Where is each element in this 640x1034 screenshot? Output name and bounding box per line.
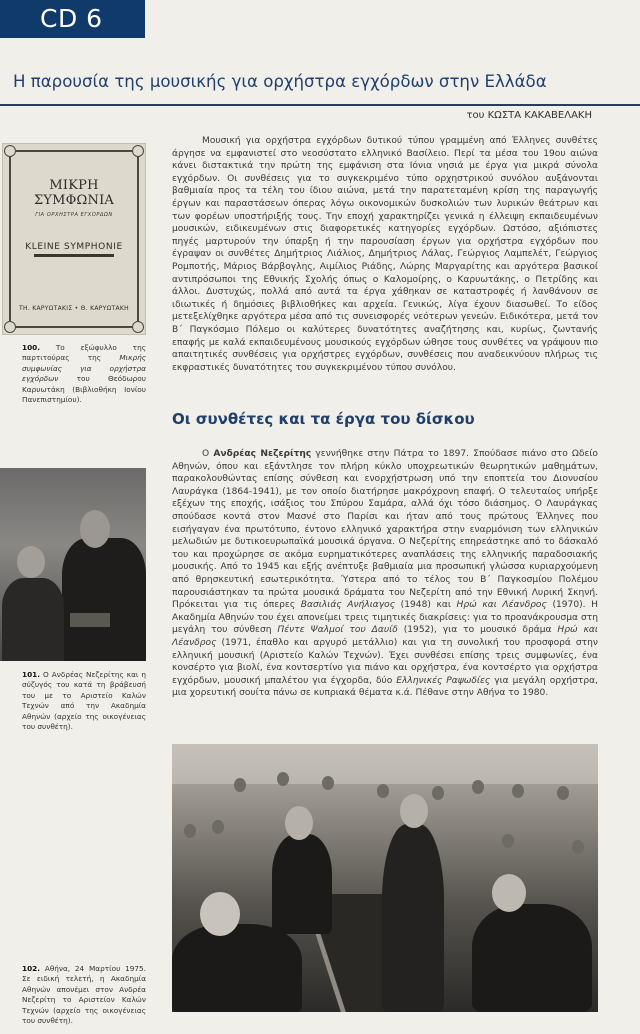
work-title: Ηρώ και Λέανδρος — [172, 625, 598, 648]
intro-paragraph: Μουσική για ορχήστρα εγχόρδων δυτικού τύπου γραμμένη από Έλληνες συνθέτες άργησε να εμφανιστεί στο νεοσύστατο ελληνικό Βασίλειο. Περί τα μέσα του 19ου αιώνα κάνει διστακτικά την πρώτη της εμφάνιση στα Ιόνια νησιά με έργα για μικρά σύνολα εγχόρδων. Οι συνθέσεις για το συγκεκριμένο τύπο ορχηστρικού συνόλου αυξάνονται βαθμιαία προς τα τέλη του ίδιου αιώνα, μετά την παρατεταμένη κρίση της παραγωγής έργων και παραστάσεων όπερας λόγω οικονομικών δυσκολιών των λυρικών θεάτρων και των φορέων υποστήριξής τους. Την εποχή χαρακτηρίζει γενικά η έλλειψη εκπαιδευμένων μουσικών, ειδικευμένων στις διαφορετικές κατηγορίες εγχόρδων. Ωστόσο, αξιόπιστες πηγές μαρτυρούν την ύπαρξη ή την παρουσίαση έργων για ορχήστρα εγχόρδων που έγραψαν οι συνθέτες Δημήτριος Λιάλιος, Δημήτριος Λάλας, Γεώργιος Λαμπελέτ, Γεώργιος Ρομποτής, Μάριος Βάρβογλης, Αιμίλιος Ριάδης, Λώρης Μαργαρίτης και αργότερα βασικοί αντιπρόσωποι της Εθνικής Σχολής όπως ο Καλομοίρης, ο Καρυωτάκης, ο Πετρίδης και άλλοι. Δυστυχώς, πολλά από αυτά τα έργα χάθηκαν σε καταστροφές ή λανθάνουν σε ιδιωτικές ή δημόσιες βιβλιοθήκες και αρχεία. Γενικώς, λίγα έχουν διασωθεί. Το είδος μετεξελίχθηκε αργότερα μέσα από τις συνεισφορές νεότερων γενεών. Ειδικότερα, μετά τον Β΄ Παγκόσμιο Πόλεμο οι καλύτερες δυνατότητες αναζήτησης και, κυρίως, ζωντανής επαφής με καλά εκπαιδευμένους μουσικούς εγχόρδων ώθησε τους συνθέτες να γράψουν πιο απαιτητικές συνθέσεις για ορχήστρες εγχόρδων, συνθέσεις που αναδεικνύουν πλήρως τις εκφραστικές δυνατότητες του συγκεκριμένου τύπου συνόλου. — [172, 136, 598, 373]
audience-member — [512, 784, 524, 798]
caption-text: Ο Ανδρέας Νεζερίτης και η σύζυγός του κατά τη βράβευσή του με το Αριστείο Καλών Τεχνών από την Ακαδημία Αθηνών (αρχείο της οικογένειας του συνθέτη). — [22, 670, 146, 732]
man-head — [80, 510, 110, 548]
audience-member — [472, 780, 484, 794]
bio-text: (1948) και — [395, 600, 457, 611]
composer-bio — [172, 448, 598, 700]
audience-member — [502, 834, 514, 848]
woman-head — [17, 546, 45, 578]
figure-caption-102 — [22, 964, 146, 1026]
audience-member — [322, 776, 334, 790]
cover-german-title: KLEINE SYMPHONIE — [25, 242, 123, 252]
audience-member — [377, 784, 389, 798]
figure-caption-101 — [22, 670, 146, 732]
bio-text: (1952), για το μουσικό δράμα — [397, 625, 558, 636]
bio-text: Ο — [202, 449, 214, 459]
audience-member — [184, 824, 196, 838]
audience-member — [212, 820, 224, 834]
composer-standing — [382, 824, 444, 1012]
corner-ornament-icon — [132, 145, 144, 157]
caption-text: του Θεόδωρου Καρυωτάκη (Βιβλιοθήκη Ιονίου Πανεπιστημίου). — [22, 374, 146, 405]
work-title: Βασιλιάς Ανήλιαγος — [300, 600, 396, 611]
audience-member — [234, 778, 246, 792]
figure-number: 100. — [22, 343, 41, 352]
caption-text: Αθήνα, 24 Μαρτίου 1975. Σε ειδική τελετή, η Ακαδημία Αθηνών απονέμει στον Ανδρέα Νεζερίτη το Αριστείον Καλών Τεχνών (αρχείο της οικογένειας του συνθέτη). — [22, 964, 146, 1026]
cover-ornament-bar — [34, 254, 114, 257]
corner-ornament-icon — [4, 321, 16, 333]
corner-ornament-icon — [132, 321, 144, 333]
score-cover-image — [2, 143, 146, 335]
composer-and-wife-photo — [0, 468, 146, 661]
intro-text — [172, 135, 598, 374]
work-title: Ελληνικές Ραψωδίες — [396, 675, 491, 686]
work-title: Ηρώ και Λέανδρος — [456, 600, 547, 611]
figure-number: 102. — [22, 964, 41, 973]
award-box — [70, 613, 110, 627]
work-title: Πέντε Ψαλμοί του Δαυίδ — [277, 625, 398, 636]
figure-number: 101. — [22, 670, 41, 679]
academy-president — [272, 834, 332, 934]
president-head — [285, 806, 313, 840]
audience-member — [432, 786, 444, 800]
woman-figure — [2, 578, 64, 661]
bio-text: για μεγάλη ορχήστρα, μια χορευτική σουίτα πάνω σε κυπριακά θέματα κ.ά. Πέθανε στην Αθήνα το 1980. — [172, 675, 598, 699]
award-ceremony-photo — [172, 744, 598, 1012]
section-heading: Οι συνθέτες και τα έργα του δίσκου — [172, 410, 475, 428]
cd-badge: CD 6 — [0, 0, 145, 38]
seated-man-right-head — [492, 874, 526, 912]
seated-man-right — [472, 904, 592, 1012]
audience-member — [277, 772, 289, 786]
figure-caption-100 — [22, 343, 146, 405]
title-divider — [0, 104, 640, 106]
caption-work-title: Μικρής συμφωνίας για ορχήστρα εγχόρδων — [22, 353, 146, 384]
cover-authors: ΤΗ. ΚΑΡΥΩΤΑΚΙΣ • Θ. ΚΑΡΥΩΤΑΚΗ — [19, 305, 129, 312]
cover-title: ΜΙΚΡΗ ΣΥΜΦΩΝΙΑ — [33, 178, 115, 208]
wall-panel — [172, 744, 598, 784]
bio-text: (1971, έπαθλο και αργυρό μετάλλιο) και για τη συνολική του προσφορά στην ελληνική μουσική (Αριστείο Καλών Τεχνών). Έχει συνθέσει επίσης τρεις συμφωνίες, ένα κονσέρτο για βιολί, ένα κοντσερτίνο για πιάνο και ορχήστρα, ένα κοντσέρτο για ορχήστρα εγχόρδων, μουσική μπαλέτου για έγχορδα, δύο — [172, 637, 598, 686]
seated-man-head — [200, 892, 240, 936]
composer-name: Ανδρέας Νεζερίτης — [213, 449, 312, 459]
audience-member — [557, 786, 569, 800]
corner-ornament-icon — [4, 145, 16, 157]
audience-member — [572, 840, 584, 854]
bio-paragraph — [172, 448, 598, 700]
cover-frame — [9, 150, 139, 328]
man-figure — [62, 538, 146, 661]
author-byline: του ΚΩΣΤΑ ΚΑΚΑΒΕΛΑΚΗ — [466, 110, 592, 121]
caption-text: Το εξώφυλλο της παρτιτούρας της — [22, 343, 146, 363]
bio-text: (1970). Η Ακαδημία Αθηνών του έχει απονείμει τρεις τιμητικές διακρίσεις: για το προανάκρουσμα στη μεγάλη του σύνθεση — [172, 600, 599, 636]
cover-subtitle: ΓΙΑ ΟΡΧΗΣΤΡΑ ΕΓΧΟΡΔΩΝ — [35, 212, 113, 218]
article-title: Η παρουσία της μουσικής για ορχήστρα εγχόρδων στην Ελλάδα — [13, 72, 547, 91]
bio-text: γεννήθηκε στην Πάτρα το 1897. Σπούδασε πιάνο στο Ωδείο Αθηνών, όπου και εξάντλησε τον πλήρη κύκλο υποχρεωτικών θεωρητικών μαθημάτων, παρακολουθώντας επίσης σύνθεση και ενορχήστρωση υπό την εποπτεία του Διονυσίου Λαυράγκα (1864-1941), με τον οποίο διατήρησε μακρόχρονη επαφή. Ο τελευταίος υπήρξε εξέχων της εποχής, ισάξιος του Σπύρου Σαμάρα, αλλά όχι τόσο διάσημος. Ο Λαυράγκας σπούδασε κοντά στον Μασνέ στο Παρίσι και ήταν από τους πρώτους Έλληνες που εισήγαγαν ένα πρωτότυπο, έντονο ελληνικό χαρακτήρα στην εναρμόνιση των ελληνικών μελωδιών με δυτικοευρωπαϊκά μουσικά όργανα. Ο Νεζερίτης επηρεάστηκε από το δάσκαλό του και προχώρησε σε ακόμα ευρηματικότερες αναπλάσεις της ελληνικής παραδοσιακής μουσικής. Από το 1945 και εξής ανέπτυξε βαθμιαία μια προσωπική γλώσσα κυριαρχούμενη από θρησκευτική εσωτερικότητα. Ύστερα από το τέλος του Β΄ Παγκοσμίου Πολέμου παρουσιάστηκαν τα πρώτα μουσικά δράματα του Νεζερίτη από την Εθνική Λυρική Σκηνή. Πρόκειται για τις όπερες — [172, 449, 598, 611]
seated-man-front — [172, 924, 302, 1012]
composer-head — [400, 794, 428, 828]
